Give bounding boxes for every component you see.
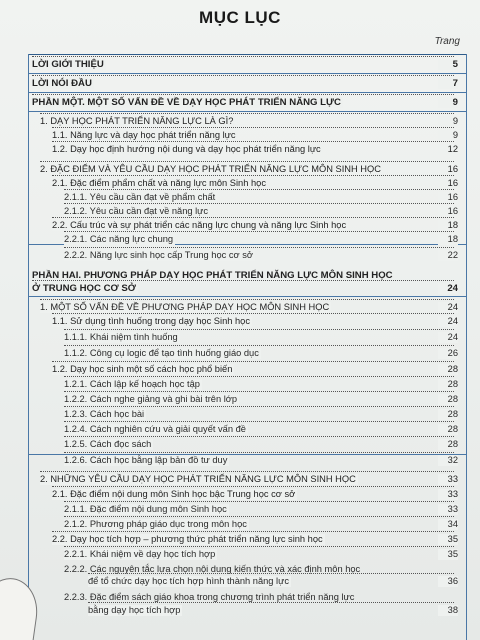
entry-page: 35 xyxy=(438,549,458,560)
entry-page: 12 xyxy=(438,144,458,155)
entry-page: 32 xyxy=(438,455,458,466)
entry-title: 1. DẠY HỌC PHÁT TRIỂN NĂNG LỰC LÀ GÌ? xyxy=(40,116,234,126)
entry-page: 5 xyxy=(438,59,458,70)
entry-page: 28 xyxy=(438,424,458,435)
entry-title: 2.1.1. Yêu cầu cần đạt về phẩm chất xyxy=(64,192,216,202)
entry-title: 2.2.2. Năng lực sinh học cấp Trung học cơ sở xyxy=(64,250,253,260)
entry-title: 1.1. Sử dụng tình huống trong dạy học Sinh học xyxy=(52,316,250,326)
entry-page: 24 xyxy=(438,302,458,313)
entry-page: 33 xyxy=(438,504,458,515)
entry-page: 24 xyxy=(438,283,458,294)
entry-page: 28 xyxy=(438,364,458,375)
part-title-line: PHẦN HAI. PHƯƠNG PHÁP DẠY HỌC PHÁT TRIỂN NĂNG LỰC MÔN SINH HỌC xyxy=(32,270,393,281)
entry-title: 1.2.2. Cách nghe giảng và ghi bài trên lớp xyxy=(64,394,238,404)
entry-title: 2.2. Dạy học tích hợp – phương thức phát triển năng lực sinh học xyxy=(52,534,323,544)
entry-page: 26 xyxy=(438,348,458,359)
entry-page: 7 xyxy=(438,78,458,89)
entry-page: 9 xyxy=(438,97,458,108)
entry-title: 1.2.1. Cách lập kế hoạch học tập xyxy=(64,379,200,389)
entry-title: 2.2.1. Các năng lực chung xyxy=(64,234,174,244)
entry-page: 16 xyxy=(438,192,458,203)
entry-page: 28 xyxy=(438,439,458,450)
entry-title: 1.2.6. Cách học bằng lập bản đồ tư duy xyxy=(64,455,228,465)
entry-title: 2.1.2. Phương pháp giáo dục trong môn học xyxy=(64,519,247,529)
entry-title-line: 2.2.3. Đặc điểm sách giáo khoa trong chương trình phát triển năng lực xyxy=(64,592,355,602)
entry-title: bằng dạy học tích hợp xyxy=(88,605,181,615)
entry-page: 22 xyxy=(438,250,458,261)
entry-page: 33 xyxy=(438,474,458,485)
entry-page: 38 xyxy=(438,605,458,616)
entry-page: 24 xyxy=(438,316,458,327)
entry-page: 16 xyxy=(438,206,458,217)
page-title: MỤC LỤC xyxy=(199,8,281,27)
entry-title: Ở TRUNG HỌC CƠ SỞ xyxy=(32,283,136,294)
entry-title: 1.2. Dạy học định hướng nội dung và dạy học phát triển năng lực xyxy=(52,144,321,154)
entry-page: 28 xyxy=(438,379,458,390)
entry-page: 24 xyxy=(438,332,458,343)
entry-title: 1.1.2. Công cụ logic để tạo tình huống giáo dục xyxy=(64,348,259,358)
entry-title: 2.1. Đặc điểm nội dung môn Sinh học bậc Trung học cơ sở xyxy=(52,489,296,499)
entry-title: 1.1. Năng lực và dạy học phát triển năng lực xyxy=(52,130,236,140)
entry-page: 35 xyxy=(438,534,458,545)
entry-title: LỜI GIỚI THIỆU xyxy=(32,59,104,70)
entry-title: LỜI NÓI ĐẦU xyxy=(32,78,92,89)
entry-title: 2.2. Cấu trúc và sự phát triển các năng lực chung và năng lực Sinh học xyxy=(52,220,347,230)
entry-title: 2. ĐẶC ĐIỂM VÀ YÊU CẦU DẠY HỌC PHÁT TRIỂN NĂNG LỰC MÔN SINH HỌC xyxy=(40,164,381,174)
entry-title: 2.2.1. Khái niệm về dạy học tích hợp xyxy=(64,549,216,559)
entry-page: 18 xyxy=(438,234,458,245)
entry-page: 9 xyxy=(438,130,458,141)
entry-title: 1.2.3. Cách học bài xyxy=(64,409,145,419)
entry-page: 18 xyxy=(438,220,458,231)
entry-page: 34 xyxy=(438,519,458,530)
entry-title: 1.1.1. Khái niệm tình huống xyxy=(64,332,178,342)
entry-title: 2. NHỮNG YÊU CẦU DẠY HỌC PHÁT TRIỂN NĂNG LỰC MÔN SINH HỌC xyxy=(40,474,356,484)
entry-title: 2.1.2. Yêu cầu cần đạt về năng lực xyxy=(64,206,209,216)
entry-title: 1.2.5. Cách đọc sách xyxy=(64,439,152,449)
entry-page: 28 xyxy=(438,394,458,405)
entry-title: 1.2. Dạy học sinh một số cách học phổ biến xyxy=(52,364,233,374)
entry-title: 2.1. Đặc điểm phẩm chất và năng lực môn Sinh học xyxy=(52,178,266,188)
entry-title: PHẦN MỘT. MỘT SỐ VẤN ĐỀ VỀ DẠY HỌC PHÁT TRIỂN NĂNG LỰC xyxy=(32,97,341,108)
entry-page: 9 xyxy=(438,116,458,127)
entry-page: 36 xyxy=(438,576,458,587)
entry-page: 16 xyxy=(438,178,458,189)
entry-title-line: 2.2.2. Các nguyên tắc lựa chọn nội dung kiến thức và xác định môn học xyxy=(64,564,361,574)
entry-page: 16 xyxy=(438,164,458,175)
entry-page: 33 xyxy=(438,489,458,500)
entry-title: 2.1.1. Đặc điểm nội dung môn Sinh học xyxy=(64,504,227,514)
entry-title: để tổ chức dạy học tích hợp hình thành năng lực xyxy=(88,576,289,586)
page-column-label: Trang xyxy=(434,36,460,47)
entry-title: 1. MỘT SỐ VẤN ĐỀ VỀ PHƯƠNG PHÁP DẠY HỌC MÔN SINH HỌC xyxy=(40,302,330,312)
entry-page: 28 xyxy=(438,409,458,420)
entry-title: 1.2.4. Cách nghiên cứu và giải quyết vấn đề xyxy=(64,424,246,434)
